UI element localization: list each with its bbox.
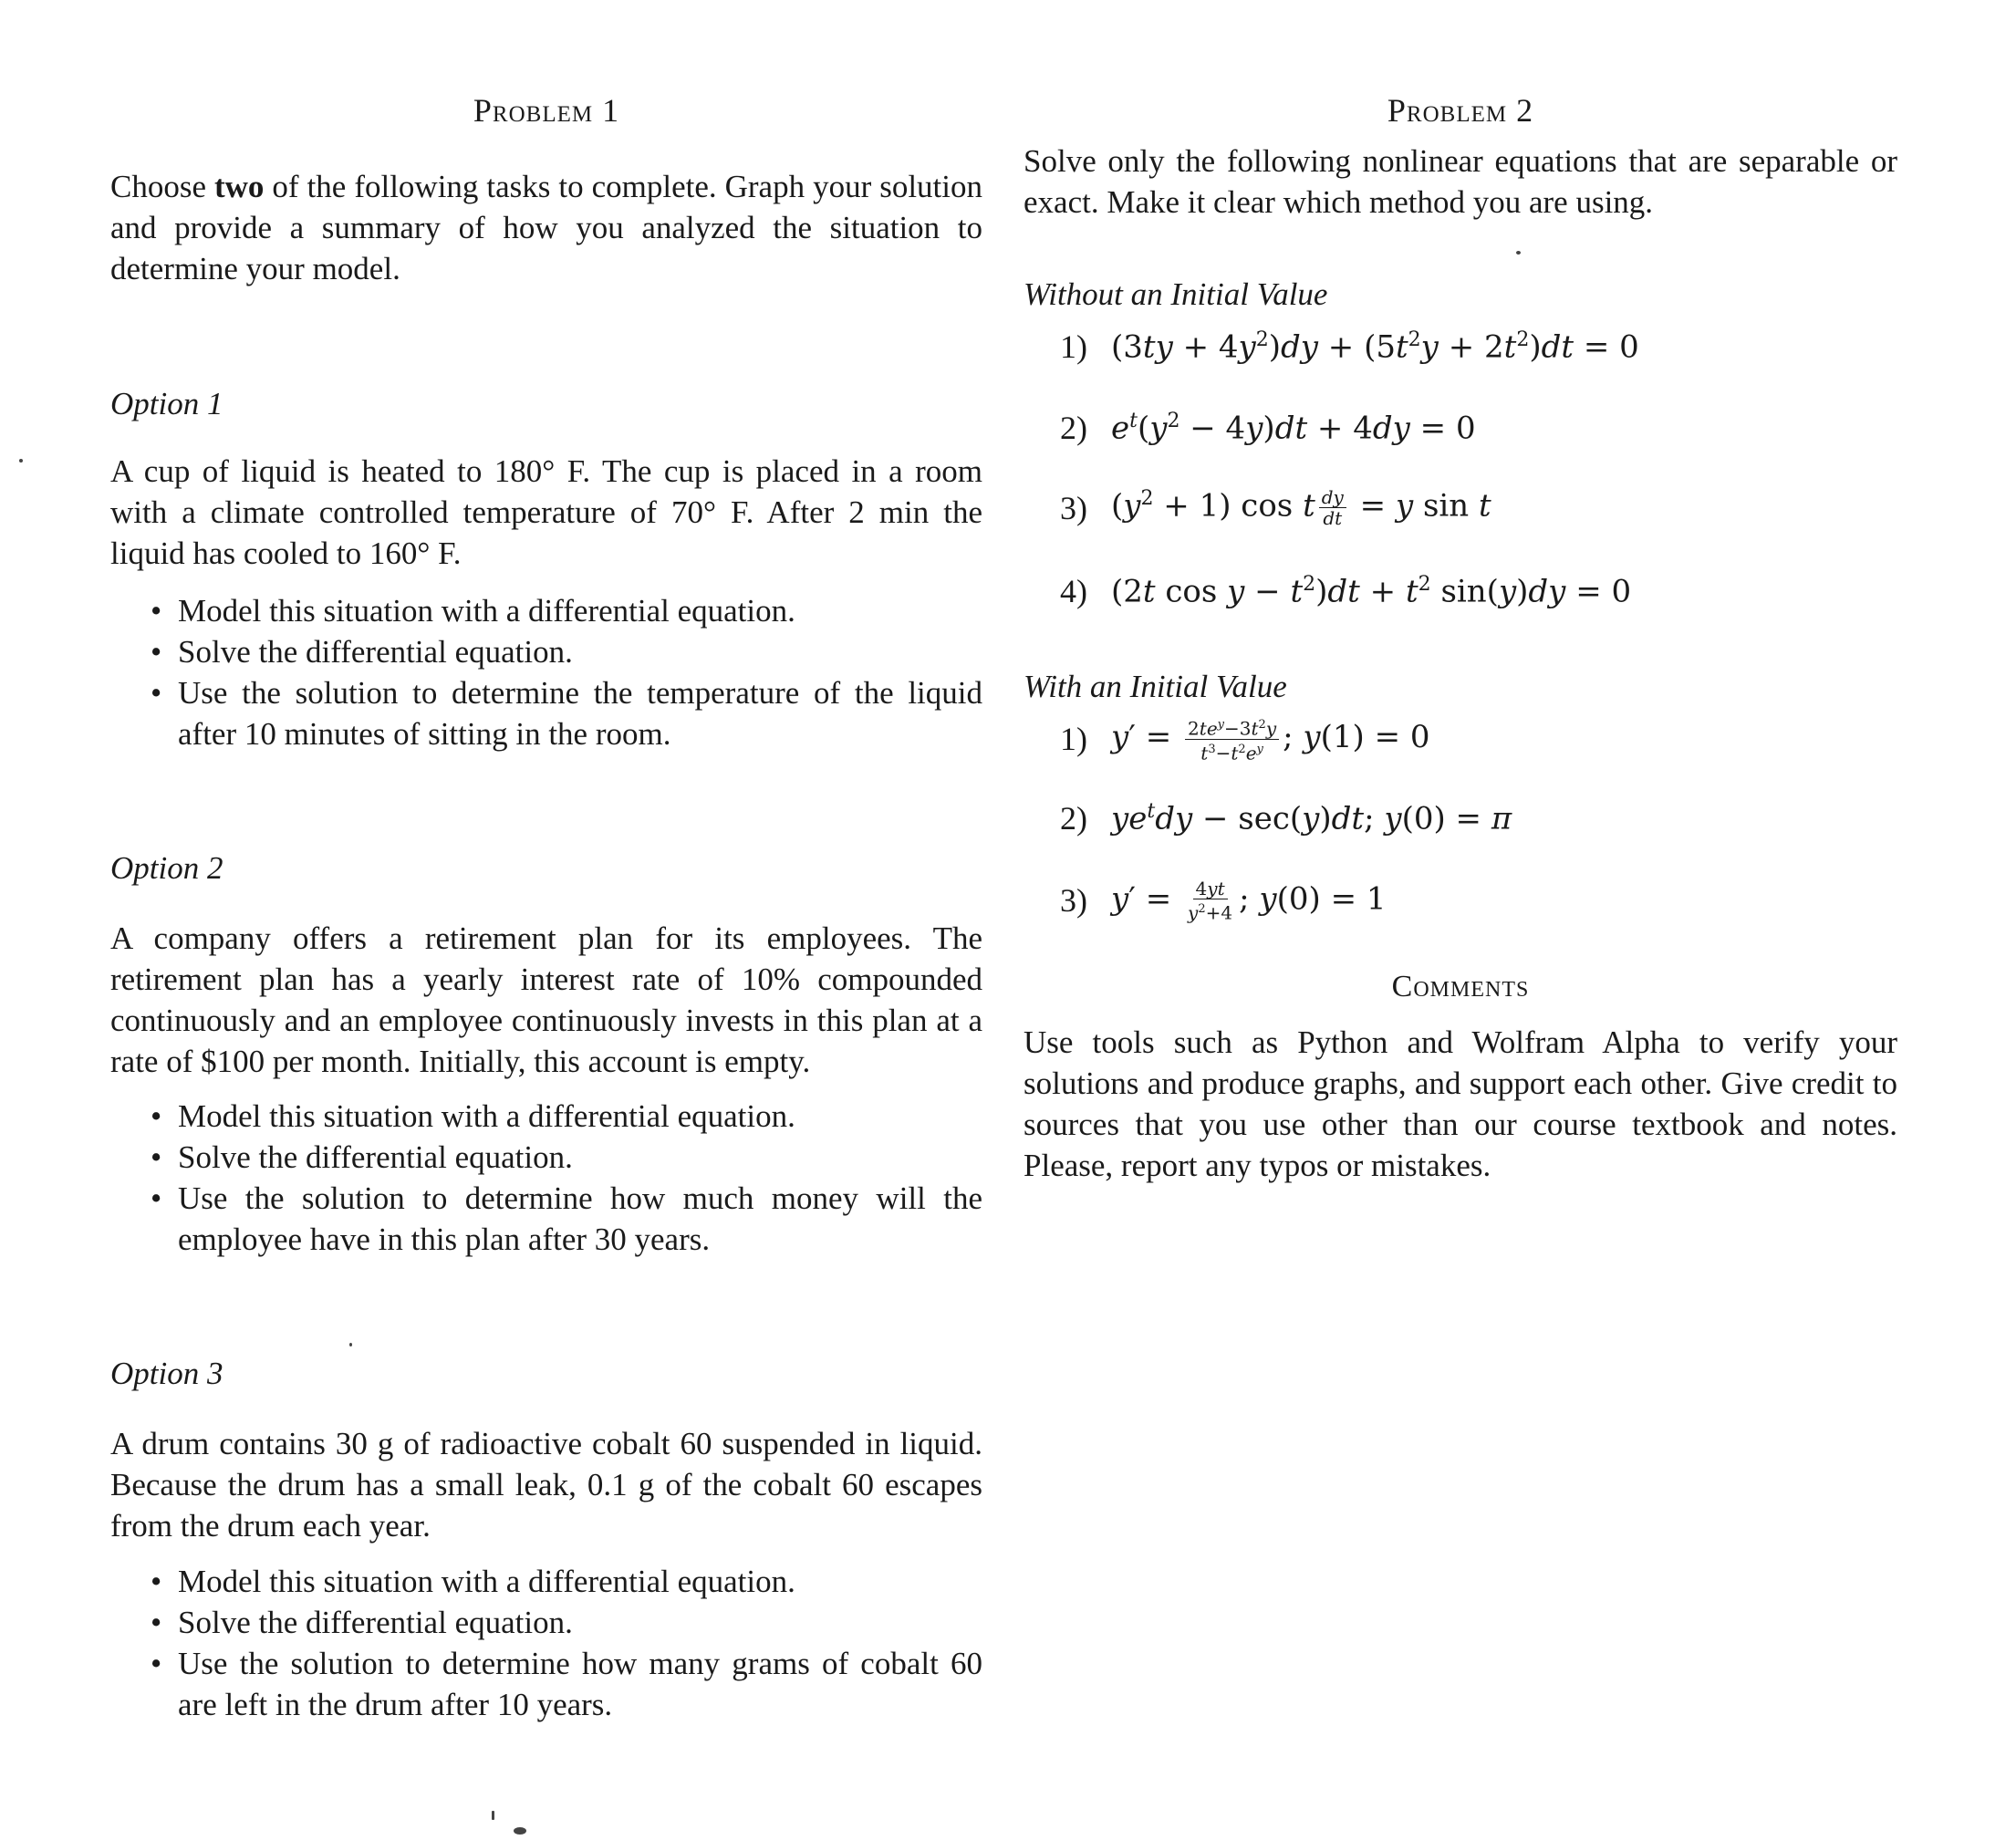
option-1-heading: Option 1 (110, 386, 223, 421)
option-2-heading: Option 2 (110, 850, 223, 886)
list-item: • Use the solution to determine how many grams of cobalt 60 are left in the drum after 10 years. (110, 1643, 982, 1725)
option-1-text: A cup of liquid is heated to 180° F. The cup is placed in a room with a climate controlled temperature of 70° F. After 2 min the liquid has cooled to 160° F. (110, 453, 982, 571)
scan-speck (514, 1827, 526, 1835)
intro-text-start: Choose (110, 169, 214, 204)
list-item: • Solve the differential equation. (110, 631, 982, 672)
equation-without-iv-4: 4) (2t $\cos y - t^2)dt + t^2$ sin(y)dy = 0 (1060, 572, 1632, 610)
comments-text: Use tools such as Python and Wolfram Alpha to verify your solutions and produce graphs, and support each other. Give credit to sources that you use other than our course textbook and notes. Please, report any typos or mistakes. (1024, 1024, 1897, 1183)
list-item: • Solve the differential equation. (110, 1602, 982, 1643)
equation-without-iv-3: 3) $(y^2 + 1)$ cos t $\frac{dy}{dt}$ = y sin t (1060, 486, 1491, 529)
without-initial-value-heading: Without an Initial Value (1024, 276, 1328, 312)
equation-with-iv-2: 2) $ye^tdy - \sec(y)dt$; y(0) = π (1060, 799, 1512, 837)
equation-without-iv-1: 1) $(3ty + 4y^2)dy + (5t^2y + 2t^2)dt = 0$ (1060, 327, 1639, 366)
option-1-task-list (110, 590, 982, 754)
option-2-task-list (110, 1096, 982, 1260)
list-item: • Model this situation with a differential equation. (110, 590, 982, 631)
scan-speck (1516, 251, 1521, 255)
list-item: • Use the solution to determine the temperature of the liquid after 10 minutes of sitting in the room. (110, 672, 982, 754)
option-2-text: A company offers a retirement plan for its employees. The retirement plan has a yearly interest rate of 10% compounded continuously and an employee continuously invests in this plan at a rate of $100 per month. Initially, this account is empty. (110, 920, 982, 1079)
problem-1-intro (110, 166, 982, 289)
list-item: • Solve the differential equation. (110, 1137, 982, 1178)
problem-2-intro: Solve only the following nonlinear equations that are separable or exact. Make it clear which method you are using. (1024, 143, 1897, 220)
with-initial-value-heading: With an Initial Value (1024, 669, 1287, 704)
intro-text-end: of the following tasks to complete. Graph your solution and provide a summary of how you analyzed the situation to determine your model. (110, 169, 983, 286)
scan-speck (349, 1343, 352, 1346)
equation-number: 3) (1060, 882, 1087, 920)
equation-number: 3) (1060, 489, 1087, 526)
equation-number: 1) (1060, 721, 1087, 758)
intro-bold-two: two (214, 169, 265, 204)
equation-number: 1) (1060, 328, 1087, 365)
list-item: • Model this situation with a differential equation. (110, 1096, 982, 1137)
equation-number: 2) (1060, 410, 1087, 446)
equation-number: 4) (1060, 573, 1087, 609)
option-3-task-list (110, 1561, 982, 1725)
list-item: • Use the solution to determine how much money will the employee have in this plan after 30 years. (110, 1178, 982, 1260)
equation-number: 2) (1060, 800, 1087, 837)
equation-with-iv-3: 3) y′ = $\frac{4yt}{y^2+4}$ ; y(0) = 1 (1060, 878, 1387, 924)
problem-2-title: Problem 2 (1387, 92, 1534, 129)
list-item: • Model this situation with a differential equation. (110, 1561, 982, 1602)
scan-speck (19, 459, 23, 463)
option-3-heading: Option 3 (110, 1356, 223, 1391)
scan-speck (492, 1811, 494, 1820)
equation-with-iv-1: 1) y′ = $\frac{2te^y-3t^2y}{t^3-t^2e^y}$ ; y(1) = 0 (1060, 715, 1430, 763)
comments-title: Comments (1391, 970, 1530, 1003)
equation-without-iv-2: 2) $e^t(y^2 - 4y)dt + 4dy = 0$ (1060, 409, 1476, 447)
option-3-text: A drum contains 30 g of radioactive cobalt 60 suspended in liquid. Because the drum has a small leak, 0.1 g of the cobalt 60 escapes from the drum each year. (110, 1426, 982, 1544)
problem-1-title: Problem 1 (473, 92, 620, 129)
